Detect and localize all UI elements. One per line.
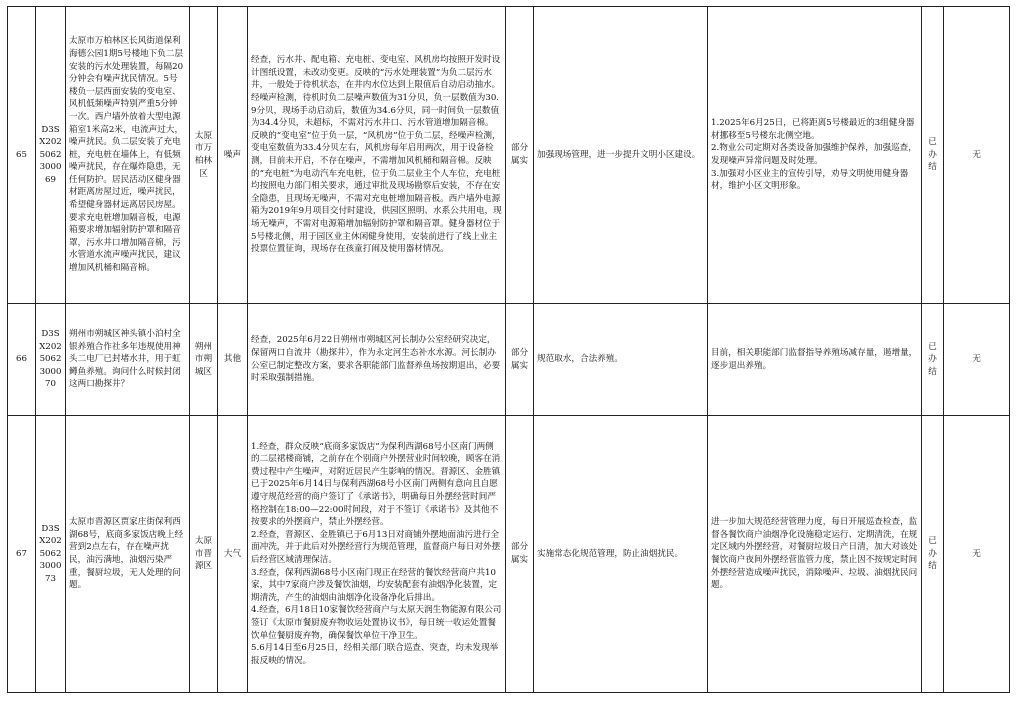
verification-status: 部分属实 — [506, 304, 534, 416]
finding-lines: 1.经查，群众反映“底商多家饭店”为保利西湖68号小区南门两侧的二层裙楼商铺，之前存在个别商户外摆营业时间较晚，顾客在消费过程中产生噪声，对附近居民产生影响的情况。晋源区、金胜镇已于2025年6月14日与保利西湖68号小区南门两侧有意向且自愿遵守规范经营的商户签订了《承诺书》，明确每日外摆经营时间严格控制在18:00—22:00时间段，对于不签订《承诺书》及其他不按要求的外摆商户，禁止外摆经营。 2.经查，晋源区、金胜镇已于6月13日对商铺外摆地面油污进行全面冲洗，并于此后对外摆经营行为规范管理，监督商户每日对外摆后经营区域清理保洁。 3.经查，保利西湖68号小区南门现正在经营的餐饮经营商户共10家，其中7家商户涉及餐饮油烟，均安装配套有油烟净化装置，定期清洗，产生的油烟由油烟净化设备净化后排出。 4.经查，6月18日10家餐饮经营商户与太原天润生物能源有限公司签订《太原市餐厨废弃物收运处置协议书》，每日统一收运处置餐饮单位餐厨废弃物，确保餐饮单位干净卫生。 5.6月14日至6月25日，经相关部门联合巡查、突查，均未发现举报反映的情况。 — [251, 441, 502, 666]
complaint-table — [7, 6, 1010, 693]
accountability-note: 无 — [944, 416, 1010, 693]
administrative-area: 朔州市朔城区 — [190, 304, 218, 416]
pollution-type: 大气 — [218, 416, 248, 693]
accountability-note: 无 — [944, 304, 1010, 416]
complaint-description: 太原市万柏林区长风街道保利海德公园1期5号楼地下负二层安装的污水处理装置，每隔20分钟会有噪声扰民情况。5号楼负一层西面安装的变电室、风机低频噪声特别严重5分钟一次。西户墙外放着大型电源箱室1米高2米，电流声过大，噪声扰民。负二层安装了充电桩，充电桩在墙体上，有低频噪声扰民，存在爆炸隐患，无任何防护。居民活动区健身器材距离房屋过近，噪声扰民，希望健身器材远离居民房屋。要求充电桩增加隔音板，电源箱要求增加辐射防护罩和隔音罩，污水井口增加隔音棉，污水管道水流声噪声扰民，建议增加风机桶和隔音棉。 — [66, 7, 190, 304]
investigation-finding: 经查，2025年6月22日朔州市朔城区河长制办公室经研究决定，保留两口自流井（勘探井），作为永定河生态补水水源。河长制办公室已制定整改方案，要求各职能部门监督养鱼场按期退出，必要时采取强制措施。 — [248, 304, 506, 416]
handling-measure: 实施常态化规范管理，防止油烟扰民。 — [534, 416, 708, 693]
result-line: 1.2025年6月25日，已将距离5号楼最近的3组健身器材挪移至5号楼东北侧空地。 2.物业公司定期对各类设备加强维护保养，加强巡查，发现噪声异常问题及时处理。 3.加强对小区业主的宣传引导，劝导文明使用健身器材，维护小区文明形象。 — [711, 118, 917, 192]
row-number: 66 — [8, 304, 36, 416]
rectification-result — [708, 7, 922, 304]
complaint-description: 朔州市朔城区神头镇小泊村全银养殖合作社多年违规使用神头二电厂已封堵水井，用于虹鳟鱼养殖。询问什么时候封闭这两口勘探井？ — [66, 304, 190, 416]
completion-status: 已办结 — [922, 416, 944, 693]
case-code: D3SX2025062300073 — [36, 416, 66, 693]
rectification-result: 目前，相关职能部门监督指导养殖场减存量，遏增量，逐步退出养殖。 — [708, 304, 922, 416]
investigation-finding — [248, 416, 506, 693]
accountability-note: 无 — [944, 7, 1010, 304]
complaint-description: 太原市晋源区贾家庄街保利西湖68号，底商多家饭店晚上经营到2点左右，存在噪声扰民，油污满地，油烟污染严重，餐厨垃圾，无人处理的问题。 — [66, 416, 190, 693]
table-row — [8, 7, 1010, 304]
table-row — [8, 416, 1010, 693]
pollution-type: 噪声 — [218, 7, 248, 304]
verification-status: 部分属实 — [506, 7, 534, 304]
row-number: 65 — [8, 7, 36, 304]
pollution-type: 其他 — [218, 304, 248, 416]
administrative-area: 太原市晋源区 — [190, 416, 218, 693]
row-number: 67 — [8, 416, 36, 693]
completion-status: 已办结 — [922, 304, 944, 416]
handling-measure: 规范取水，合法养殖。 — [534, 304, 708, 416]
handling-measure: 加强现场管理，进一步提升文明小区建设。 — [534, 7, 708, 304]
completion-status: 已办结 — [922, 7, 944, 304]
case-code: D3SX2025062300069 — [36, 7, 66, 304]
rectification-result: 进一步加大规范经营管理力度，每日开展巡查检查，监督各餐饮商户油烟净化设施稳定运行、定期清洗，在规定区域内外摆经营，对餐厨垃圾日产日清，加大对该处餐饮商户夜间外摆经营监管力度，禁止因不按规定时间外摆经营造成噪声扰民，消除噪声、垃圾、油烟扰民问题。 — [708, 416, 922, 693]
verification-status: 部分属实 — [506, 416, 534, 693]
case-code: D3SX2025062300070 — [36, 304, 66, 416]
administrative-area: 太原市万柏林区 — [190, 7, 218, 304]
table-row — [8, 304, 1010, 416]
investigation-finding: 经查，污水井、配电箱、充电桩、变电室、风机房均按照开发时设计图纸设置，未改动变更。反映的“污水处理装置”为负二层污水井，一般处于待机状态，在井内水位达到上限值后自动启动抽水。经噪声检测，待机时负二层噪声数值为31分贝，负一层数值为30.9分贝，现场手动启动后，数值为34.6分贝，同一时间负一层数值为34.4分贝，未超标，不需对污水井口、污水管道增加隔音棉。反映的“变电室”位于负一层，“风机房”位于负二层，经噪声检测，变电室数值为33.4分贝左右，风机房每年启用两次，用于设备检测，目前未开启，不存在噪声，不需增加风机桶和隔音棉。反映的“充电桩”为电动汽车充电桩，位于负二层业主个人车位，充电桩均按照电力部门相关要求，通过审批及现场勘察后安装，不存在安全隐患，且现场无噪声，不需对充电桩增加隔音板。西户墙外电源箱为2019年9月项目交付时建设，供园区照明、水系公共用电，现场无噪声，不需对电源箱增加辐射防护罩和隔音罩。健身器材位于5号楼北侧，用于园区业主休闲健身使用，安装前进行了线上业主投票位置征询，现场存在孩童打闹及使用器材情况。 — [248, 7, 506, 304]
